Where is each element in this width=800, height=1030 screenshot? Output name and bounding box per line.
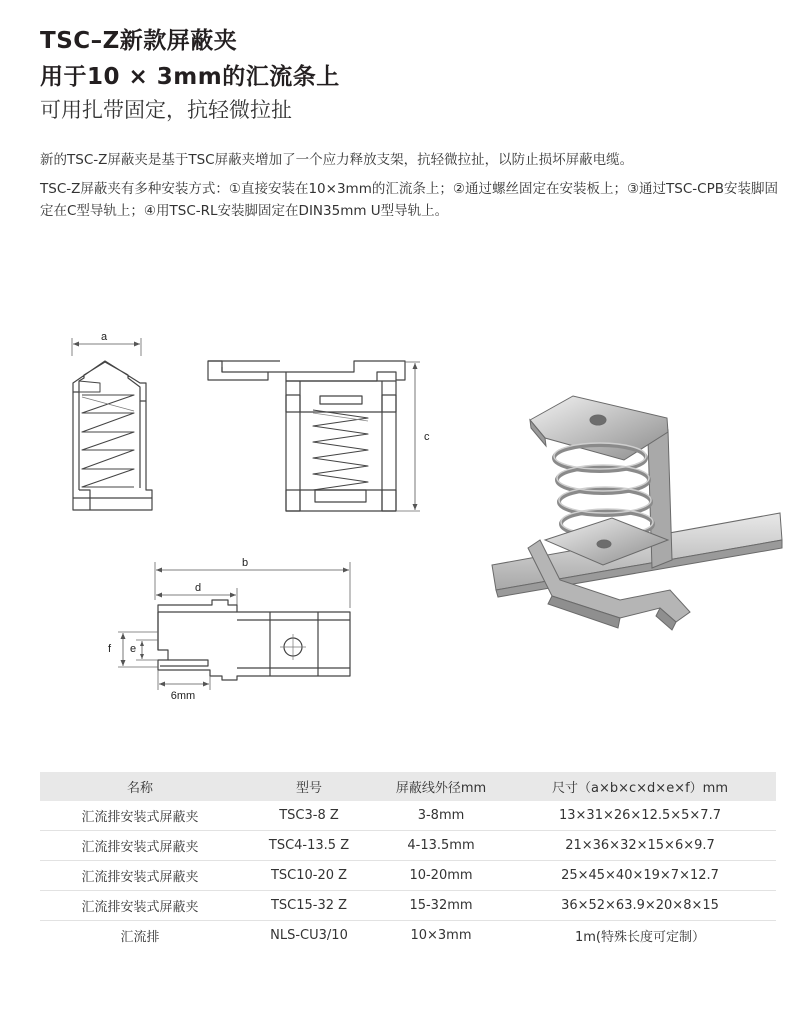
cell-model: TSC15-32 Z [240,891,378,921]
cell-model: TSC4-13.5 Z [240,831,378,861]
dim-label-c: c [424,431,430,443]
cell-dimensions: 21×36×32×15×6×9.7 [504,831,776,861]
dim-label-e: e [130,643,137,655]
header-name: 名称 [40,772,240,801]
header-dimensions: 尺寸（a×b×c×d×e×f）mm [504,772,776,801]
cell-model: TSC10-20 Z [240,861,378,891]
spec-table [40,772,776,950]
cell-shield-diameter: 10×3mm [410,928,472,943]
title-line-2: 用于10 × 3mm的汇流条上 [40,64,340,90]
table-row [40,861,776,891]
cell-name: 汇流排安装式屏蔽夹 [40,831,240,861]
dim-label-6mm: 6mm [170,690,196,702]
cell-name: 汇流排安装式屏蔽夹 [40,891,240,921]
table-row [40,801,776,831]
top-view-drawing [108,557,350,702]
cell-model: TSC3-8 Z [240,801,378,831]
table-row [40,921,776,951]
description-paragraph-1: 新的TSC-Z屏蔽夹是基于TSC屏蔽夹增加了一个应力释放支架，抗轻微拉扯，以防止损坏屏蔽电缆。 [40,152,634,168]
product-photo [492,396,782,630]
cell-shield-diameter: 3-8mm [378,801,504,831]
table-row [40,891,776,921]
dim-label-f: f [108,643,112,655]
description-paragraph-2: TSC-Z屏蔽夹有多种安装方式：①直接安装在10×3mm的汇流条上；②通过螺丝固定在安装板上；③通过TSC-CPB安装脚固定在C型导轨上；④用TSC-RL安装脚固定在DIN35mm U型导轨上。 [40,181,778,219]
cell-name: 汇流排安装式屏蔽夹 [40,861,240,891]
cell-dimensions: 36×52×63.9×20×8×15 [504,891,776,921]
cell-dimensions: 1m(特殊长度可定制） [574,930,705,945]
table-header-row [40,772,776,801]
header-model: 型号 [240,772,378,801]
cell-shield-diameter: 4-13.5mm [378,831,504,861]
cell-name: 汇流排 [120,930,160,945]
dim-label-b: b [241,557,249,569]
dim-label-a: a [100,331,108,343]
cell-model: NLS-CU3/10 [270,928,348,943]
subtitle: 可用扎带固定，抗轻微拉扯 [40,98,292,122]
cell-dimensions: 13×31×26×12.5×5×7.7 [504,801,776,831]
table-row [40,831,776,861]
cell-shield-diameter: 15-32mm [378,891,504,921]
cell-dimensions: 25×45×40×19×7×12.7 [504,861,776,891]
dim-label-d: d [194,582,202,594]
side-view-drawing [72,331,152,510]
header-shield-diameter: 屏蔽线外径mm [378,772,504,801]
cell-name: 汇流排安装式屏蔽夹 [40,801,240,831]
title-line-1: TSC–Z新款屏蔽夹 [40,28,238,54]
cell-shield-diameter: 10-20mm [378,861,504,891]
front-view-drawing [208,361,430,511]
